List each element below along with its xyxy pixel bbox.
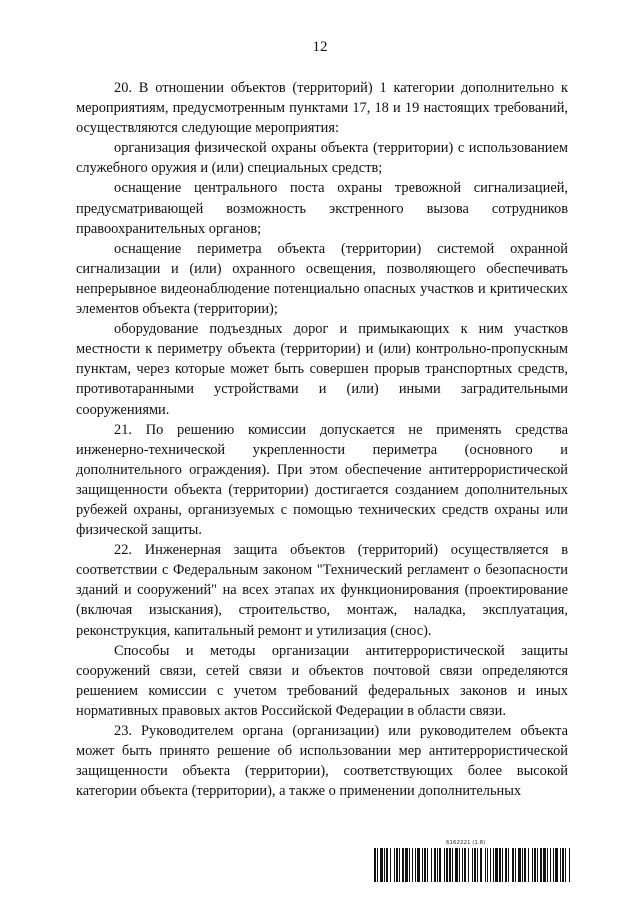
barcode-image: [374, 848, 570, 882]
paragraph-central-post: оснащение центрального поста охраны тревожной сигнализацией, предусматривающей возможность экстренного вызова сотрудников правоохранительных органов;: [76, 180, 568, 237]
paragraph-23: 23. Руководителем органа (организации) или руководителем объекта может быть принято решение об использовании мер антитеррористической защищенности объекта (территории), соответствующих более высокой категории объекта (территории), а также о применении дополнительных: [76, 723, 568, 800]
paragraph-physical-guard: организация физической охраны объекта (территории) с использованием служебного оружия и (или) специальных средств;: [76, 140, 568, 177]
paragraph-access-roads: оборудование подъездных дорог и примыкающих к ним участков местности к периметру объекта (территории) и (или) контрольно-пропускным пунктам, через которые может быть совершен прорыв транспортных средств, противотаранными устройствами и (или) иными заградительными сооружениями.: [76, 321, 568, 418]
paragraph-perimeter-alarm: оснащение периметра объекта (территории) системой охранной сигнализации и (или) охранного освещения, позволяющего обеспечивать непрерывное видеонаблюдение потенциально опасных участков и критических элементов объекта (территории);: [76, 240, 568, 318]
document-code: 6162221 (1.8): [446, 840, 486, 846]
page-number: 12: [312, 39, 328, 55]
paragraph-20-intro: 20. В отношении объектов (территорий) 1 категории дополнительно к мероприятиям, предусмотренным пунктами 17, 18 и 19 настоящих требований, осуществляются следующие мероприятия:: [76, 80, 568, 137]
paragraph-22: 22. Инженерная защита объектов (территорий) осуществляется в соответствии с Федеральным законом "Технический регламент о безопасности зданий и сооружений" на всех этапах их функционирования (проектирование (включая изыскания), строительство, монтаж, наладка, эксплуатация, реконструкция, капитальный ремонт и утилизация (снос).: [76, 542, 568, 639]
paragraph-communication-protection: Способы и методы организации антитеррористической защиты сооружений связи, сетей связи и объектов почтовой связи определяются решением комиссии с учетом требований федеральных законов и иных нормативных правовых актов Российской Федерации в области связи.: [76, 642, 568, 719]
document-body: [76, 78, 568, 801]
paragraph-21: 21. По решению комиссии допускается не применять средства инженерно-технической укрепленности периметра (основного и дополнительного ограждения). При этом обеспечение антитеррористической защищенности объекта (территории) достигается созданием дополнительных рубежей охраны, организуемых с помощью технических средств охраны или физической защиты.: [76, 421, 568, 539]
